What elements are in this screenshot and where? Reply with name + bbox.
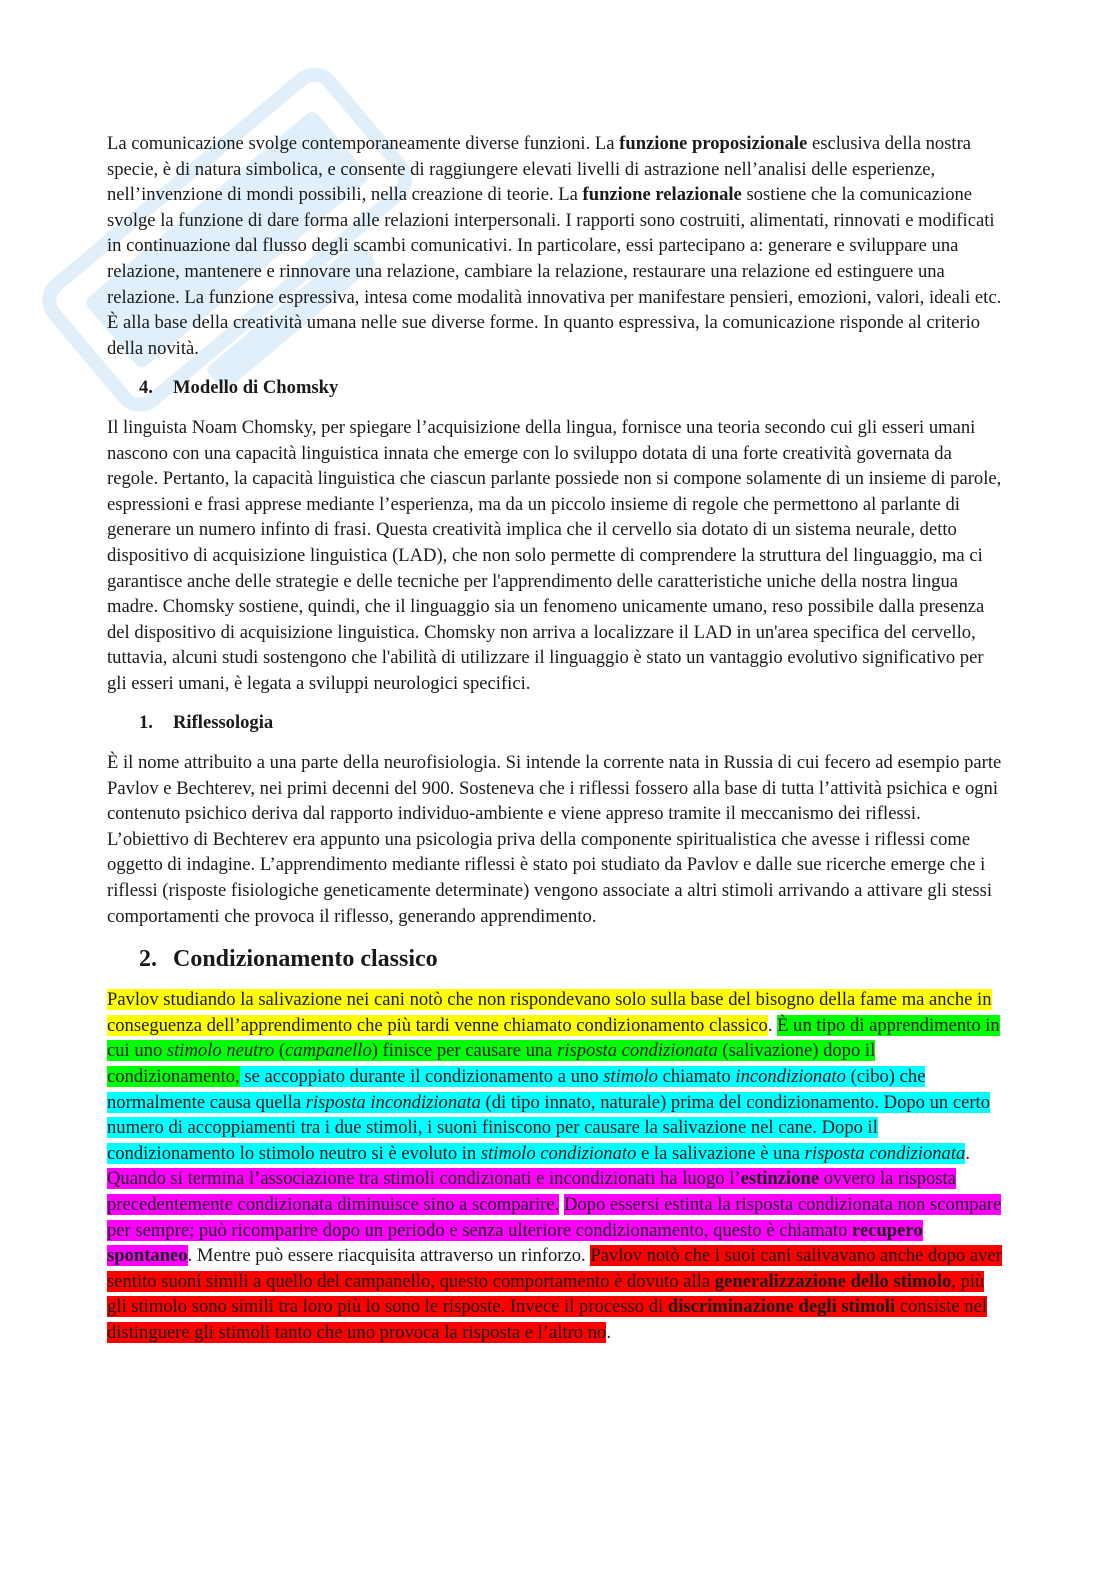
- text-run: consiste nel distinguere gli stimoli tanto che uno provoca la risposta e l’altro no: [107, 1296, 988, 1343]
- text-run: ) finisce per causare una: [371, 1040, 558, 1062]
- bold-term-funzione-proposizionale: funzione proposizionale: [619, 133, 808, 154]
- italic-term: campanello: [285, 1040, 372, 1062]
- heading-number: 4.: [139, 377, 153, 399]
- text-run: se accoppiato durante il condizionamento a uno: [239, 1066, 604, 1087]
- heading-number: 2.: [139, 946, 157, 973]
- paragraph-condizionamento-highlighted: [107, 987, 1007, 1345]
- italic-term: stimolo condizionato: [480, 1142, 637, 1164]
- italic-term: stimolo: [603, 1066, 658, 1087]
- heading-modello-chomsky: [107, 375, 1007, 401]
- text-run: ovvero la risposta precedentemente condizionata diminuisce sino a scomparire.: [107, 1168, 956, 1215]
- paragraph-funzioni-comunicazione: [107, 131, 1007, 361]
- heading-title: Modello di Chomsky: [173, 377, 339, 399]
- bold-term-estinzione: estinzione: [740, 1168, 820, 1190]
- text-run: e la salivazione è una: [636, 1142, 805, 1164]
- highlight-yellow: Pavlov studiando la salivazione nei cani notò che non rispondevano solo sulla base del bisogno della fame ma anche in conseguenza dell’apprendimento che più tardi venne chiamato condizionamento classico: [107, 989, 992, 1036]
- italic-term: incondizionato: [735, 1066, 846, 1087]
- text-run: Dopo essersi estinta la risposta condizionata non scompare per sempre; può ricomparire dopo un periodo e senza ulteriore condizionamento, questo è chiamato: [107, 1193, 1002, 1241]
- text-run: (cibo) che normalmente causa quella: [107, 1066, 926, 1113]
- text-run: .: [965, 1142, 970, 1164]
- text-run: .: [606, 1321, 611, 1343]
- text-run: (salivazione) dopo il condizionamento,: [107, 1040, 876, 1087]
- text-run: , più gli stimolo sono simili tra loro più lo sono le risposte. Invece il processo di: [107, 1270, 985, 1318]
- heading-riflessologia: [107, 710, 1007, 736]
- heading-condizionamento-classico: [107, 943, 1007, 975]
- italic-term: stimolo neutro: [166, 1040, 275, 1062]
- text-run: (di tipo innato, naturale) prima del condizionamento.: [480, 1091, 879, 1113]
- paragraph-chomsky: Il linguista Noam Chomsky, per spiegare l’acquisizione della lingua, fornisce una teoria secondo cui gli esseri umani nascono con una capacità linguistica innata che emerge con lo sviluppo dotata di una forte creatività governata da regole. Pertanto, la capacità linguistica che ciascun parlante possiede non si compone solamente di un insieme di parole, espressioni e frasi apprese mediante l’esperienza, ma da un piccolo insieme di regole che permettono al parlante di generare un numero infinto di frasi. Questa creatività implica che il cervello sia dotato di un sistema neurale, detto dispositivo di acquisizione linguistica (LAD), che non solo permette di comprendere la struttura del linguaggio, ma ci garantisce anche delle strategie e delle tecniche per l'apprendimento delle caratteristiche uniche della nostra lingua madre. Chomsky sostiene, quindi, che il linguaggio sia un fenomeno unicamente umano, reso possibile dalla presenza del dispositivo di acquisizione linguistica. Chomsky non arriva a localizzare il LAD in un'area specifica del cervello, tuttavia, alcuni studi sostengono che l'abilità di utilizzare il linguaggio è stato un vantaggio evolutivo significativo per gli esseri umani, è legata a sviluppi neurologici specifici.: [107, 416, 1002, 694]
- text-run: sostiene che la comunicazione svolge la funzione di dare forma alle relazioni interpersonali. I rapporti sono costruiti, alimentati, rinnovati e modificati in continuazione dal flusso degli scambi comunicativi. In particolare, essi partecipano a: generare e sviluppare una relazione, mantenere e rinnovare una relazione, cambiare la relazione, restaurare una relazione ed estinguere una relazione. La funzione espressiva, intesa come modalità innovativa per manifestare pensieri, emozioni, valori, ideali etc. È alla base della creatività umana nelle sue diverse forme. In quanto espressiva, la comunicazione risponde al criterio della novità.: [107, 184, 1002, 359]
- bold-term-discriminazione: discriminazione degli stimoli: [667, 1296, 896, 1318]
- italic-term: risposta condizionata: [557, 1040, 718, 1062]
- paragraph-riflessologia: È il nome attribuito a una parte della neurofisiologia. Si intende la corrente nata in Russia di cui fecero ad esempio parte Pavlov e Bechterev, nei primi decenni del 900. Sosteneva che i riflessi fossero alla base di tutta l’attività psichica e ogni contenuto psichico deriva dal rapporto individuo-ambiente e viene appreso tramite il meccanismo dei riflessi. L’obiettivo di Bechterev era appunto una psicologia priva della componente spiritualistica che avesse i riflessi come oggetto di indagine. L’apprendimento mediante riflessi è stato poi studiato da Pavlov e dalle sue ricerche emerge che i riflessi (risposte fisiologiche geneticamente determinate) vengono associate a altri stimoli arrivando a attivare gli stessi comportamenti che provoca il riflesso, generando apprendimento.: [107, 752, 1002, 927]
- bold-term-generalizzazione: generalizzazione dello stimolo: [714, 1270, 952, 1292]
- bold-term-funzione-relazionale: funzione relazionale: [582, 184, 742, 206]
- heading-title: Riflessologia: [173, 712, 274, 734]
- text-run: (: [274, 1040, 286, 1062]
- bold-term-recupero-spontaneo: recupero spontaneo: [107, 1219, 923, 1267]
- text-run: Pavlov notò che i suoi cani salivavano anche dopo aver sentito suoni simili a quello del campanello, questo comportamento è dovuto alla: [107, 1245, 1002, 1292]
- heading-number: 1.: [139, 712, 153, 734]
- document-page: [107, 131, 1007, 1346]
- text-run: . Mentre può essere riacquisita attraverso un rinforzo.: [187, 1245, 591, 1267]
- text-run: La comunicazione svolge contemporaneamente diverse funzioni. La: [107, 133, 620, 154]
- text-run: Quando si termina l’associazione tra stimoli condizionati e incondizionati ha luogo l’: [107, 1168, 741, 1190]
- heading-title: Condizionamento classico: [173, 946, 438, 973]
- text-run: . Dopo il condizionamento lo stimolo neutro si è evoluto in: [107, 1117, 878, 1164]
- italic-term: risposta condizionata: [804, 1142, 966, 1164]
- italic-term: risposta incondizionata: [305, 1091, 481, 1113]
- text-run: È un tipo di apprendimento in cui uno: [107, 1014, 1000, 1062]
- text-run: .: [767, 1014, 778, 1036]
- text-run: esclusiva della nostra specie, è di natura simbolica, e consente di raggiungere elevati livelli di astrazione nell’analisi delle esperienze, nell’invenzione di mondi possibili, nella creazione di teorie. La: [107, 133, 972, 206]
- text-run: Dopo un certo numero di accoppiamenti tra i due stimoli, i suoni finiscono per causare la salivazione nel cane: [107, 1091, 991, 1139]
- text-run: chiamato: [657, 1066, 736, 1087]
